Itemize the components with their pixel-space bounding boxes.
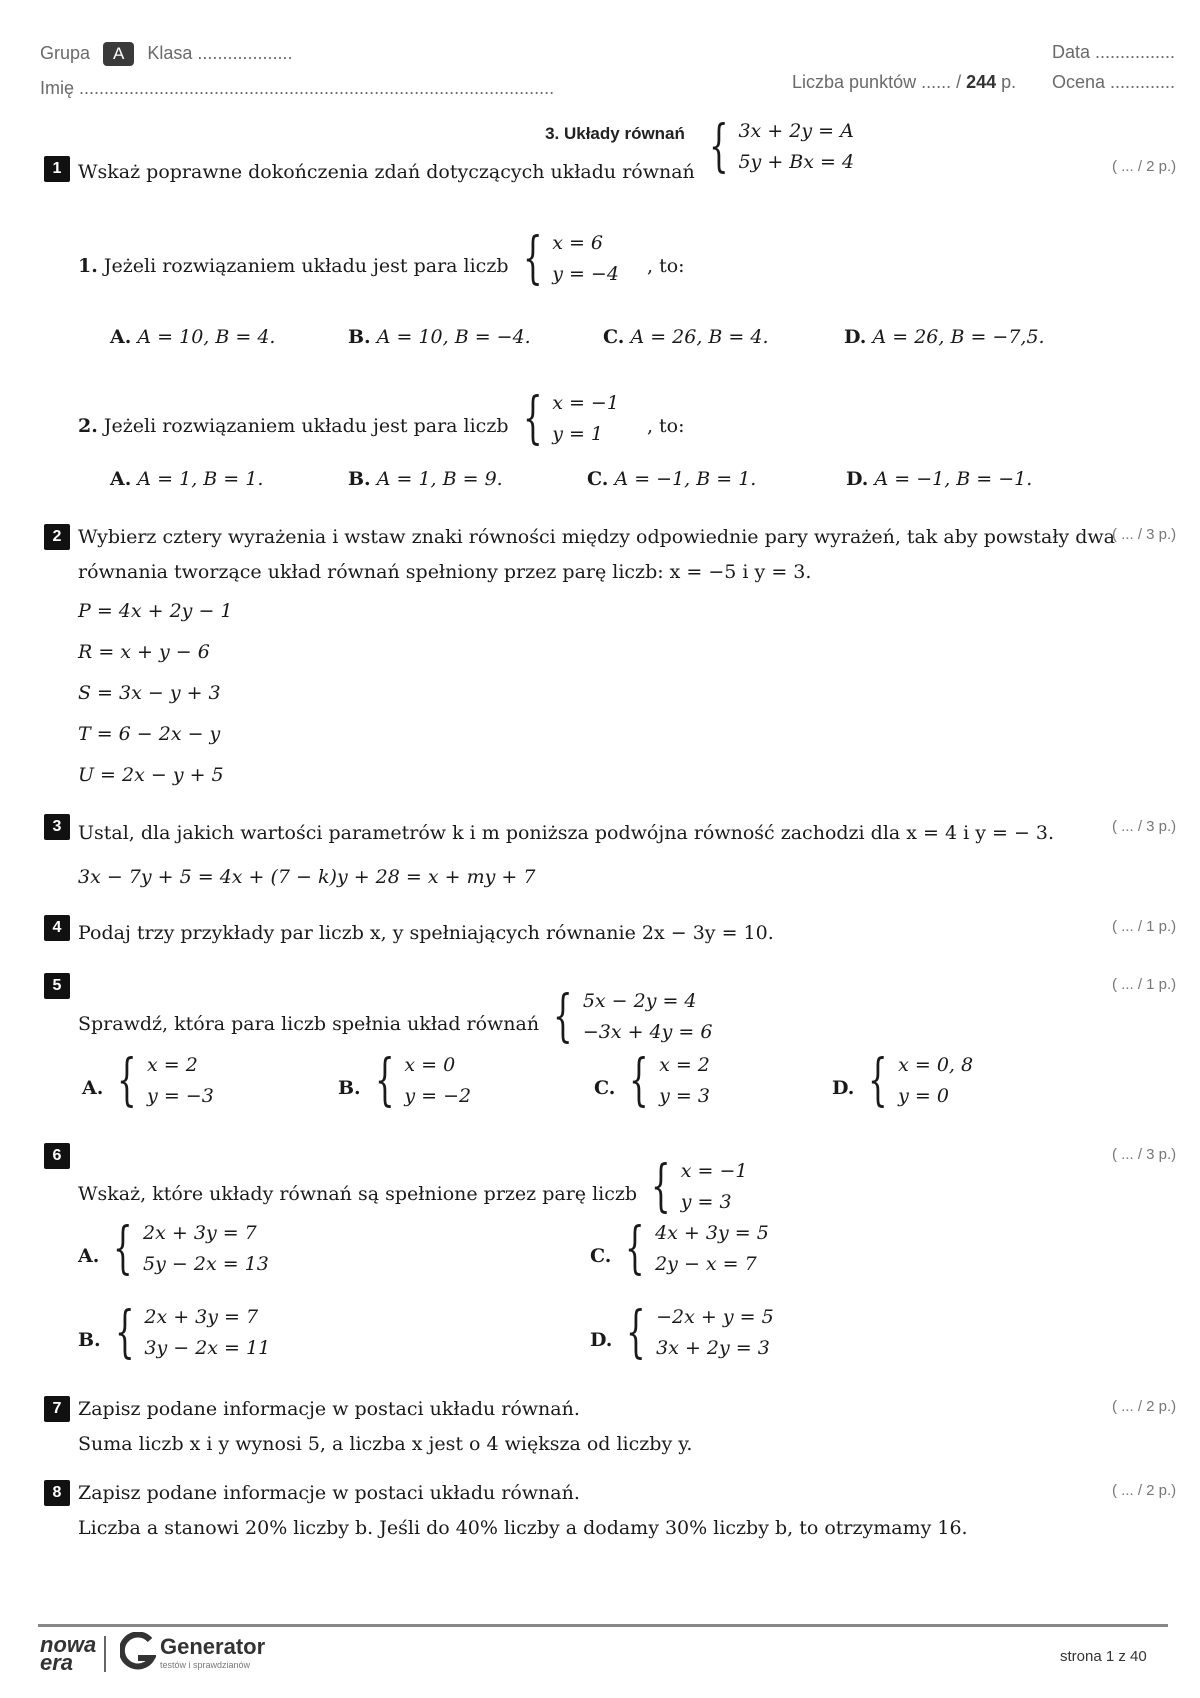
logo-line-1: nowa bbox=[40, 1632, 97, 1657]
question-number-2: 2 bbox=[44, 524, 70, 550]
option-letter: B. bbox=[348, 468, 371, 490]
sub-tail: , to: bbox=[646, 255, 685, 277]
system-row: 5y − 2x = 13 bbox=[143, 1253, 269, 1275]
question-points-6: ( ... / 3 p.) bbox=[1112, 1146, 1177, 1163]
name-field: Imię ............................................................................................... bbox=[40, 78, 555, 98]
sub-question-1-1 bbox=[78, 226, 685, 298]
page-title: 3. Układy równań bbox=[545, 124, 685, 143]
question-points-1: ( ... / 2 p.) bbox=[1112, 158, 1177, 175]
option-letter: C. bbox=[594, 1077, 616, 1099]
question-number-4: 4 bbox=[44, 915, 70, 941]
option-value: A = 26, B = 4. bbox=[630, 326, 769, 348]
question-points-4: ( ... / 1 p.) bbox=[1112, 918, 1177, 935]
brace-icon: { bbox=[522, 386, 543, 451]
option-1-2-b[interactable] bbox=[348, 468, 503, 490]
option-letter: A. bbox=[78, 1245, 100, 1267]
system-row: y = 0 bbox=[898, 1085, 949, 1107]
generator-subtitle: testów i sprawdzianów bbox=[160, 1660, 251, 1670]
expression-t: T = 6 − 2x − y bbox=[78, 723, 221, 745]
question-1-text: Wskaż poprawne dokończenia zdań dotyczących układu równań bbox=[78, 161, 695, 183]
option-system bbox=[618, 1302, 773, 1364]
option-letter: D. bbox=[590, 1329, 613, 1351]
question-6 bbox=[78, 1154, 748, 1226]
option-letter: A. bbox=[110, 468, 132, 490]
option-letter: C. bbox=[590, 1245, 612, 1267]
question-8-line-2: Liczba a stanowi 20% liczby b. Jeśli do 40% liczby a dodamy 30% liczby b, to otrzymamy 16. bbox=[78, 1517, 968, 1539]
option-system bbox=[105, 1218, 268, 1280]
question-3-equation: 3x − 7y + 5 = 4x + (7 − k)y + 28 = x + my + 7 bbox=[78, 866, 536, 888]
question-points-5: ( ... / 1 p.) bbox=[1112, 976, 1177, 993]
system-row: y = −2 bbox=[404, 1085, 472, 1107]
brace-icon: { bbox=[522, 226, 543, 291]
option-1-2-a[interactable] bbox=[110, 468, 263, 490]
points-total: 244 bbox=[966, 72, 997, 92]
option-system bbox=[617, 1218, 768, 1280]
system-row: y = 3 bbox=[680, 1191, 732, 1213]
system-row: x = −1 bbox=[552, 392, 619, 414]
sub-text: Jeżeli rozwiązaniem układu jest para liczb bbox=[103, 255, 509, 277]
option-letter: D. bbox=[844, 326, 867, 348]
option-5-a[interactable] bbox=[82, 1048, 214, 1120]
option-letter: B. bbox=[78, 1329, 101, 1351]
brace-icon: { bbox=[708, 114, 729, 179]
points-label: Liczba punktów ...... / bbox=[792, 72, 962, 92]
generator-g-icon bbox=[120, 1632, 156, 1672]
question-number-7: 7 bbox=[44, 1396, 70, 1422]
header-group bbox=[40, 42, 292, 66]
option-5-b[interactable] bbox=[338, 1048, 472, 1120]
expression-r: R = x + y − 6 bbox=[78, 641, 210, 663]
system-row: x = 0, 8 bbox=[898, 1054, 974, 1076]
option-system bbox=[107, 1302, 270, 1364]
sub-question-1-2 bbox=[78, 386, 685, 458]
brace-icon: { bbox=[626, 1300, 647, 1365]
date-field: Data ................ bbox=[1052, 42, 1176, 62]
system-1 bbox=[701, 116, 854, 178]
question-number-5: 5 bbox=[44, 973, 70, 999]
question-points-2: ( ... / 3 p.) bbox=[1112, 526, 1177, 543]
grade-field: Ocena ............. bbox=[1052, 72, 1176, 92]
sub-label: 1. bbox=[78, 255, 98, 277]
generator-name: Generator bbox=[160, 1634, 266, 1659]
system-1-row-1: 3x + 2y = A bbox=[738, 120, 854, 142]
system-row: 3x + 2y = 3 bbox=[656, 1337, 770, 1359]
brace-icon: { bbox=[553, 984, 573, 1049]
brace-icon: { bbox=[114, 1300, 135, 1365]
system-row: x = 0 bbox=[404, 1054, 456, 1076]
system-row: x = 6 bbox=[552, 232, 603, 254]
system-row: 2x + 3y = 7 bbox=[143, 1222, 257, 1244]
option-value: A = 1, B = 1. bbox=[137, 468, 264, 490]
option-1-1-d[interactable] bbox=[844, 326, 1045, 348]
option-6-d[interactable] bbox=[590, 1300, 774, 1372]
system-row: y = −4 bbox=[552, 263, 619, 285]
question-5-text: Sprawdź, która para liczb spełnia układ równań bbox=[78, 1013, 540, 1035]
question-number-3: 3 bbox=[44, 814, 70, 840]
logo-separator bbox=[104, 1636, 106, 1672]
points-field bbox=[792, 72, 1016, 93]
option-letter: B. bbox=[338, 1077, 361, 1099]
question-2-line-2: równania tworzące układ równań spełniony przez parę liczb: x = −5 i y = 3. bbox=[78, 561, 812, 583]
option-letter: A. bbox=[110, 326, 132, 348]
option-6-c[interactable] bbox=[590, 1216, 769, 1288]
expression-p: P = 4x + 2y − 1 bbox=[78, 600, 233, 622]
system-row: 4x + 3y = 5 bbox=[655, 1222, 769, 1244]
option-value: A = 10, B = −4. bbox=[376, 326, 531, 348]
system-row: y = 1 bbox=[552, 423, 604, 445]
system-row: y = −3 bbox=[147, 1085, 214, 1107]
sub-text: Jeżeli rozwiązaniem układu jest para liczb bbox=[103, 415, 509, 437]
option-1-1-b[interactable] bbox=[348, 326, 531, 348]
option-system bbox=[621, 1050, 709, 1112]
points-unit: p. bbox=[1001, 72, 1017, 92]
option-1-1-a[interactable] bbox=[110, 326, 275, 348]
system-row: 3y − 2x = 11 bbox=[144, 1337, 271, 1359]
question-points-3: ( ... / 3 p.) bbox=[1112, 818, 1177, 835]
question-2-line-1: Wybierz cztery wyrażenia i wstaw znaki równości między odpowiednie pary wyrażeń, tak aby powstały dwa bbox=[78, 526, 1115, 548]
question-6-text: Wskaż, które układy równań są spełnione przez parę liczb bbox=[78, 1183, 638, 1205]
system-1-1 bbox=[515, 228, 619, 290]
system-1-row-2: 5y + Bx = 4 bbox=[738, 151, 855, 173]
question-points-8: ( ... / 2 p.) bbox=[1112, 1482, 1177, 1499]
question-points-7: ( ... / 2 p.) bbox=[1112, 1398, 1177, 1415]
option-5-c[interactable] bbox=[594, 1048, 710, 1120]
system-row: x = 2 bbox=[147, 1054, 198, 1076]
group-badge: A bbox=[103, 42, 134, 66]
option-1-2-d[interactable] bbox=[846, 468, 1032, 490]
nowa-era-logo bbox=[40, 1632, 97, 1675]
option-system bbox=[367, 1050, 471, 1112]
question-7-line-2: Suma liczb x i y wynosi 5, a liczba x jest o 4 większa od liczby y. bbox=[78, 1433, 693, 1455]
system-row: −3x + 4y = 6 bbox=[582, 1021, 713, 1043]
option-letter: C. bbox=[603, 326, 625, 348]
question-number-8: 8 bbox=[44, 1480, 70, 1506]
generator-logo bbox=[120, 1632, 265, 1672]
option-5-d[interactable] bbox=[832, 1048, 974, 1120]
brace-icon: { bbox=[374, 1048, 395, 1113]
brace-icon: { bbox=[651, 1154, 671, 1219]
option-letter: C. bbox=[587, 468, 609, 490]
logo-line-2: era bbox=[40, 1650, 74, 1675]
system-row: −2x + y = 5 bbox=[656, 1306, 774, 1328]
system-1-2 bbox=[515, 388, 619, 450]
option-letter: D. bbox=[832, 1077, 855, 1099]
system-row: 2y − x = 7 bbox=[655, 1253, 757, 1275]
expression-s: S = 3x − y + 3 bbox=[78, 682, 221, 704]
system-row: 5x − 2y = 4 bbox=[582, 990, 697, 1012]
system-row: x = −1 bbox=[680, 1160, 748, 1182]
system-row: y = 3 bbox=[659, 1085, 710, 1107]
option-value: A = −1, B = −1. bbox=[874, 468, 1033, 490]
option-value: A = 10, B = 4. bbox=[137, 326, 276, 348]
option-1-2-c[interactable] bbox=[587, 468, 756, 490]
page-number: strona 1 z 40 bbox=[1060, 1648, 1147, 1665]
option-value: A = 1, B = 9. bbox=[376, 468, 503, 490]
option-1-1-c[interactable] bbox=[603, 326, 769, 348]
brace-icon: { bbox=[117, 1048, 138, 1113]
system-6 bbox=[643, 1156, 747, 1218]
system-5 bbox=[545, 986, 712, 1048]
question-4-text: Podaj trzy przykłady par liczb x, y spełniających równanie 2x − 3y = 10. bbox=[78, 922, 774, 944]
question-8-line-1: Zapisz podane informacje w postaci układu równań. bbox=[78, 1482, 580, 1504]
option-letter: D. bbox=[846, 468, 869, 490]
question-3-text: Ustal, dla jakich wartości parametrów k i m poniższa podwójna równość zachodzi dla x = 4 i y = − 3. bbox=[78, 822, 1055, 844]
option-letter: A. bbox=[82, 1077, 104, 1099]
footer-divider bbox=[38, 1624, 1168, 1627]
option-6-a[interactable] bbox=[78, 1216, 269, 1288]
option-6-b[interactable] bbox=[78, 1300, 271, 1372]
question-7-line-1: Zapisz podane informacje w postaci układu równań. bbox=[78, 1398, 580, 1420]
brace-icon: { bbox=[625, 1216, 646, 1281]
option-letter: B. bbox=[348, 326, 371, 348]
question-number-1: 1 bbox=[44, 156, 70, 182]
brace-icon: { bbox=[629, 1048, 650, 1113]
sub-label: 2. bbox=[78, 415, 98, 437]
question-5 bbox=[78, 984, 713, 1056]
class-label: Klasa ................... bbox=[147, 43, 293, 63]
option-system bbox=[109, 1050, 213, 1112]
brace-icon: { bbox=[868, 1048, 889, 1113]
option-value: A = −1, B = 1. bbox=[614, 468, 757, 490]
group-label: Grupa bbox=[40, 43, 91, 63]
option-system bbox=[860, 1050, 973, 1112]
option-value: A = 26, B = −7,5. bbox=[872, 326, 1045, 348]
expression-u: U = 2x − y + 5 bbox=[78, 764, 224, 786]
system-row: 2x + 3y = 7 bbox=[144, 1306, 259, 1328]
question-number-6: 6 bbox=[44, 1143, 70, 1169]
system-row: x = 2 bbox=[659, 1054, 710, 1076]
brace-icon: { bbox=[113, 1216, 134, 1281]
sub-tail: , to: bbox=[646, 415, 685, 437]
